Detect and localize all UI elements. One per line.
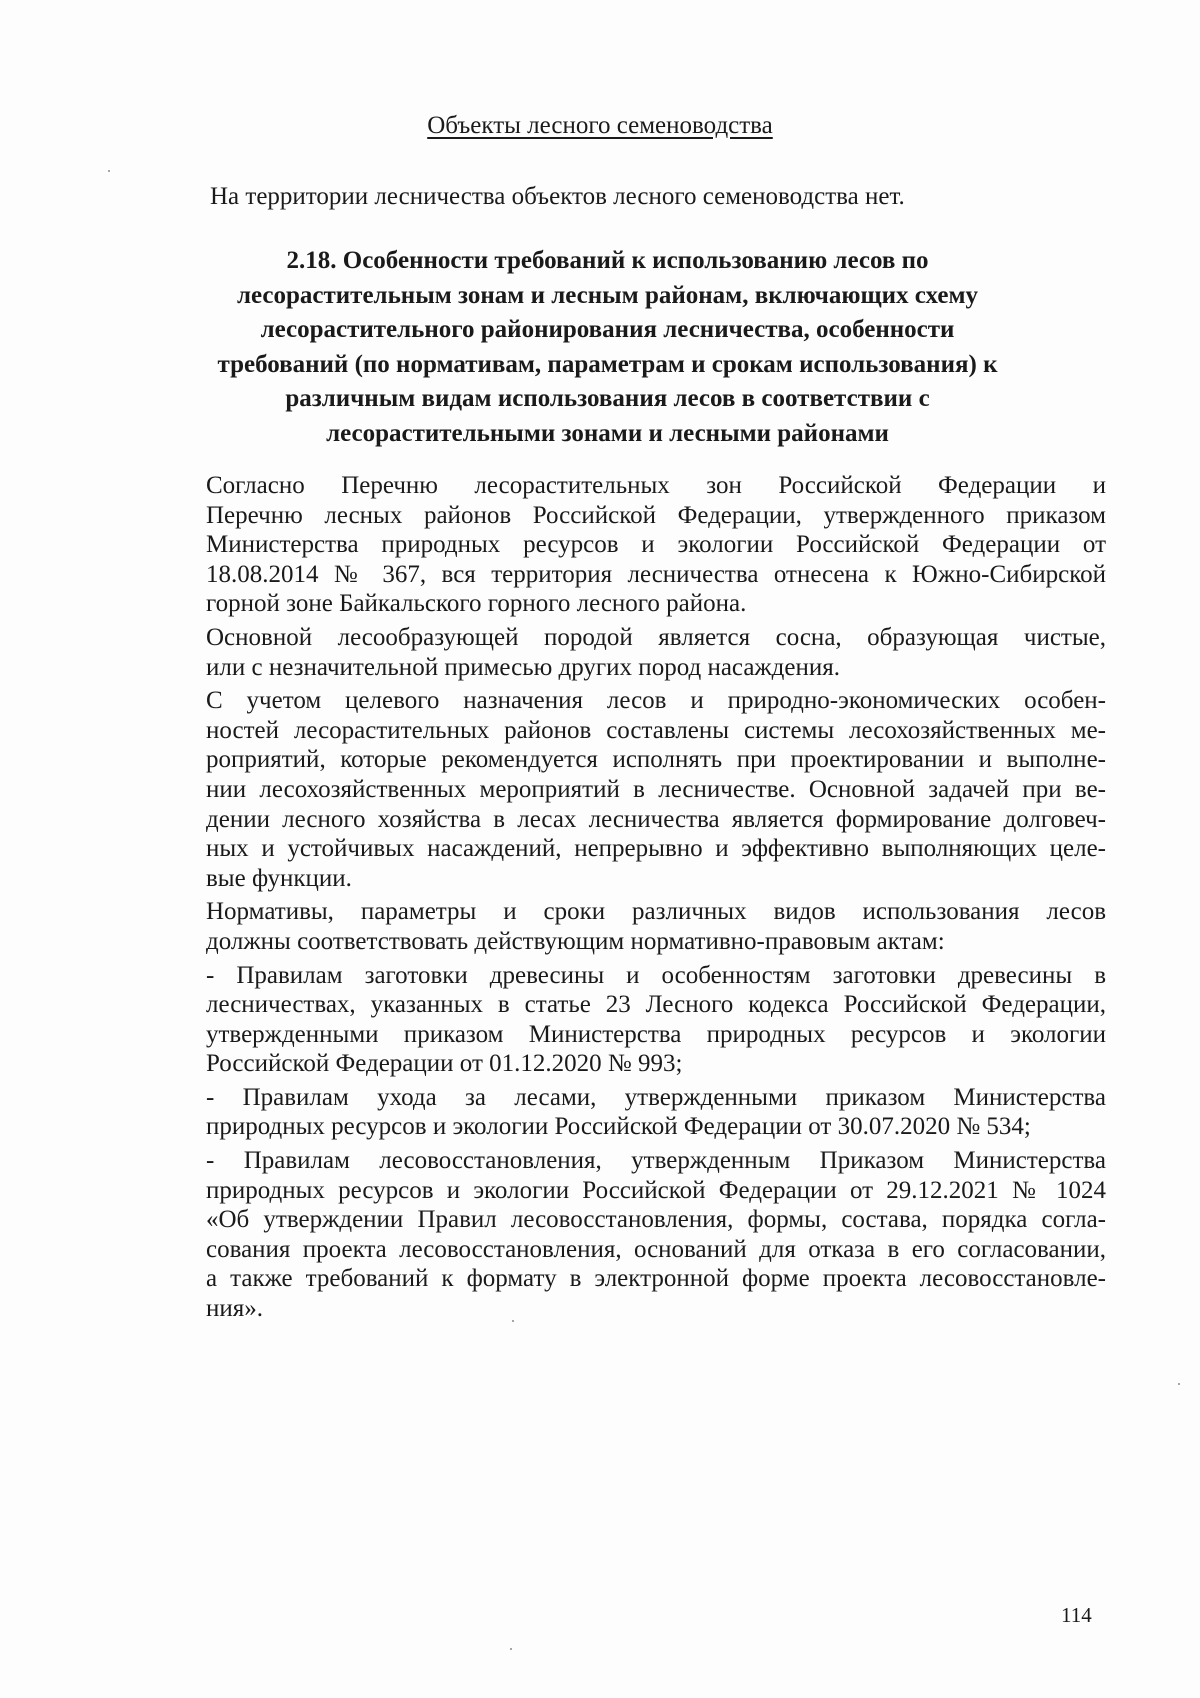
paragraph-line: лесничествах, указанных в статье 23 Лесного кодекса Российской Федерации, (206, 991, 1106, 1019)
paragraph-zones (131, 471, 1106, 619)
paragraph-line: вые функции. (206, 864, 352, 892)
paragraph-line: - Правилам лесовосстановления, утвержденным Приказом Министерства (206, 1147, 1106, 1175)
heading-line: требований (по нормативам, параметрам и срокам использования) к (217, 350, 998, 378)
paragraph-line: Российской Федерации от 01.12.2020 № 993; (206, 1050, 683, 1078)
heading-line: лесорастительными зонами и лесными районами (326, 419, 889, 447)
paragraph-line: должны соответствовать действующим нормативно-правовым актам: (206, 927, 945, 955)
scan-speck (1178, 1383, 1180, 1385)
paragraph-line: - Правилам ухода за лесами, утвержденными приказом Министерства (206, 1083, 1106, 1111)
paragraph-measures (131, 686, 1106, 893)
paragraph-line: сования проекта лесовосстановления, оснований для отказа в его согласовании, (206, 1235, 1106, 1263)
list-item-care-rules (131, 1083, 1106, 1142)
paragraph-line: Министерства природных ресурсов и экологии Российской Федерации от (206, 531, 1106, 559)
page-number: 114 (1061, 1603, 1092, 1627)
paragraph-line: «Об утверждении Правил лесовосстановления, формы, состава, порядка согла- (206, 1206, 1106, 1234)
paragraph-line: а также требований к формату в электронной форме проекта лесовосстановле- (206, 1265, 1106, 1293)
paragraph-line: С учетом целевого назначения лесов и природно-экономических особен- (206, 687, 1106, 715)
paragraph-line: Основной лесообразующей породой является сосна, образующая чистые, (206, 623, 1106, 651)
paragraph-line: нии лесохозяйственных мероприятий в лесничестве. Основной задачей при ве- (206, 775, 1106, 803)
heading-line: лесорастительного районирования лесничества, особенности (260, 316, 955, 343)
paragraph-line: природных ресурсов и экологии Российской Федерации от 29.12.2021 № 1024 (206, 1176, 1106, 1204)
paragraph-line: - Правилам заготовки древесины и особенностям заготовки древесины в (206, 961, 1106, 989)
list-item-harvesting-rules (131, 961, 1106, 1079)
section-heading (140, 244, 1075, 451)
paragraph-line: дении лесного хозяйства в лесах лесничества является формирование долговеч- (206, 805, 1106, 833)
heading-line: лесорастительным зонам и лесным районам, включающих схему (236, 281, 979, 309)
paragraph-line: Согласно Перечню лесорастительных зон Российской Федерации и (206, 472, 1106, 499)
subsection-title: Объекты лесного семеноводства (427, 112, 773, 139)
paragraph-line: Нормативы, параметры и сроки различных видов использования лесов (206, 898, 1106, 926)
scan-speck (510, 1648, 512, 1650)
paragraph-line: ния». (206, 1295, 264, 1323)
scan-speck (512, 1320, 514, 1322)
paragraph-line: роприятий, которые рекомендуется исполнять при проектировании и выполне- (206, 746, 1106, 774)
body-text (131, 471, 1106, 1328)
paragraph-line: 18.08.2014 № 367, вся территория лесничества отнесена к Южно-Сибирской (206, 560, 1106, 588)
paragraph-line: или с незначительной примесью других пород насаждения. (206, 653, 841, 681)
scan-speck (108, 170, 110, 172)
subsection-text: На территории лесничества объектов лесного семеноводства нет. (210, 183, 905, 210)
paragraph-species (131, 623, 1106, 682)
heading-line: 2.18. Особенности требований к использованию лесов по (286, 247, 929, 274)
paragraph-line: горной зоне Байкальского горного лесного района. (206, 590, 747, 618)
paragraph-line: природных ресурсов и экологии Российской Федерации от 30.07.2020 № 534; (206, 1113, 1031, 1141)
paragraph-norms (131, 897, 1106, 956)
paragraph-line: утвержденными приказом Министерства природных ресурсов и экологии (206, 1020, 1106, 1048)
list-item-restoration-rules (131, 1146, 1106, 1324)
heading-line: различным видам использования лесов в соответствии с (285, 385, 930, 412)
paragraph-line: ных и устойчивых насаждений, непрерывно и эффективно выполняющих целе- (206, 835, 1106, 863)
paragraph-line: Перечню лесных районов Российской Федерации, утвержденного приказом (206, 501, 1106, 529)
paragraph-line: ностей лесорастительных районов составлены системы лесохозяйственных ме- (206, 716, 1106, 744)
